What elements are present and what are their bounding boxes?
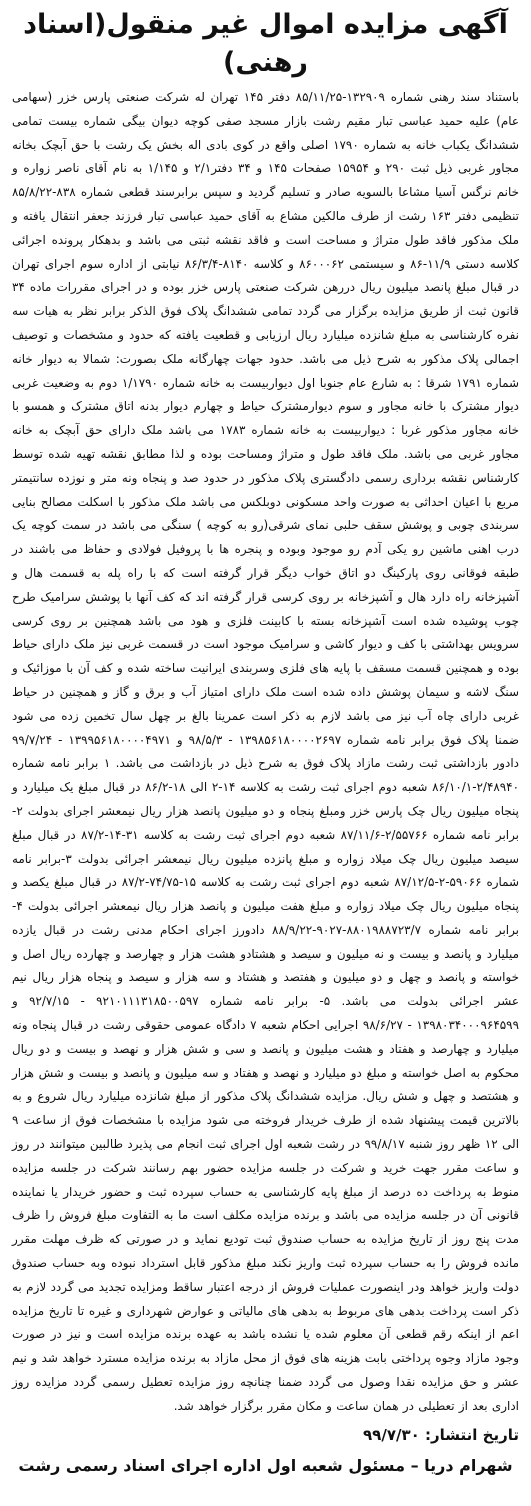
notice-signature: شهرام دریا – مسئول شعبه اول اداره اجرای اسناد رسمی رشت [18,1455,513,1475]
publication-date-label: تاریخ انتشار: [425,1425,519,1444]
publication-date-line [12,1421,519,1449]
notice-title: آگهی مزایده اموال غیر منقول(اسناد رهنی) [23,9,508,78]
notice-body: باستناد سند رهنی شماره ۱۳۲۹۰۹-۸۵/۱۱/۲۵ دفتر ۱۴۵ تهران له شرکت صنعتی پارس خزر (سهامی عام) علیه حمید عباسی تبار مقیم رشت بازار مسجد صفی کوچه دیوان بیگی شماره بیست تمامی ششدانگ یکباب خانه به شماره ۱۷۹۰ اصلی واقع در کوی بادی اله بخش یک رشت با حق آبچک بخانه مجاور غربی ذیل ثبت ۲۹۰ و ۱۵۹۵۴ صفحات ۱۴۵ و ۳۴ دفتر۲/۱ و ۱/۱۴۵ به نام آقای ناصر زواره و خانم نرگس آسیا مشاعا بالسویه صادر و تسلیم گردید و سپس برابرسند قطعی شماره ۸۳۸-۸۵/۸/۲۲ تنظیمی دفتر ۱۶۳ رشت از طرف مالکین مشاع به آقای حمید عباسی تبار فرزند جعفر انتقال یافته و ملک مذکور فاقد طول متراژ و مساحت است و فاقد نقشه ثبتی می باشد و بدهکار پرونده اجرائی کلاسه دستی ۱۱/۹-۸۶ و سیستمی ۸۶۰۰۰۶۲ و کلاسه ۸۱۴۰-۸۶/۳/۴ نیابتی از اداره سوم اجرای تهران در قبال مبلغ پانصد میلیون ریال دررهن شرکت صنعتی پارس خزر بوده و در اجرای مقررات ماده ۳۴ قانون ثبت از طریق مزایده برگزار می گردد تمامی ششدانگ پلاک فوق الذکر برابر نظر به هیات سه نفره کارشناسی به مبلغ شانزده میلیارد ریال ارزیابی و قطعیت یافته که حدود و مشخصات و توصیف اجمالی پلاک مذکور به شرح ذیل می باشد. حدود جهات چهارگانه ملک بصورت: شمالا به دیوار خانه شماره ۱۷۹۱ شرقا : به شارع عام جنوبا اول دیواربیست به خانه شماره ۱/۱۷۹۰ دوم به وضعیت غربی دیوار مشترک با خانه مجاور و سوم دیوارمشترک حیاط و چهارم دیوار بدنه اتاق مشترک و همسو با خانه مجاور مذکور غربا : دیواربیست به خانه شماره ۱۷۸۳ می باشد ملک دارای حق آبچک به خانه مجاور غربی می باشد. ملک فاقد طول و متراژ ومساحت بوده و لذا مطابق نقشه تهیه شده توسط کارشناس نقشه برداری رسمی دادگستری پلاک مذکور در حدود صد و پنجاه ونه متر و نوزده سانتیمتر مربع با اعیان احداثی به صورت واحد مسکونی دوبلکس می باشد ملک مذکور با اسکلت مصالح بنایی سربندی چوبی و پوشش سقف حلبی نمای شرقی(رو به کوچه ) سنگی می باشد در سمت کوچه یک درب اهنی ماشین رو یکی آدم رو موجود وبوده و پنجره ها با پروفیل فولادی و حفاظ می باشند در طبقه فوقانی روی پارکینگ دو اتاق خواب دیگر قرار گرفته است که با راه پله به قسمت هال و آشپزخانه راه دارد هال و آشپزخانه بر روی کرسی قرار گرفته اند که کف آنها با پوشش سرامیک طرح چوب پوشیده شده است آشپزخانه بسته با کابینت فلزی و هود می باشد همچنین بر روی کرسی سرویس بهداشتی با کف و دیوار کاشی و سرامیک موجود است در قسمت غربی نیز ملک دارای حیاط بوده و همچنین قسمت مسقف با پایه های فلزی وسربندی ایرانیت ساخته شده و کف آن با موزائیک و سنگ لاشه و سیمان پوشش داده شده است ملک دارای امتیاز آب و برق و گاز و همچنین در حیاط غربی دارای چاه آب نیز می باشد لازم به ذکر است عمرینا بالغ بر چهل سال تخمین زده می شود ضمنا پلاک فوق برابر نامه شماره ۱۳۹۸۵۶۱۸۰۰۰۰۲۶۹۷ - ۹۸/۵/۳ و ۱۳۹۹۵۶۱۸۰۰۰۰۴۹۷۱ - ۹۹/۷/۲۴ دادور بازداشتی ثبت رشت مازاد پلاک فوق به شرح ذیل در بازداشت می باشد. ۱ برابر نامه شماره ۲/۴۸۹۴۰-۸۶/۱۰/۱ شعبه دوم اجرای ثبت رشت به کلاسه ۱۴-۲ الی ۱۸-۸۶/۲ در قبال مبلغ یک میلیارد و پنجاه میلیون ریال چک پارس خزر ومبلغ پنجاه و دو میلیون پانصد هزار ریال نیمعشر اجرای بدولت ۲- برابر نامه شماره ۲/۵۵۷۶۶-۸۷/۱۱/۶ شعبه دوم اجرای ثبت رشت به کلاسه ۳۱-۱۴-۸۷/۲ در قبال مبلغ سیصد میلیون ریال چک میلاد زواره و مبلغ پانزده میلیون ریال نیمعشر اجرائی بدولت ۳-برابر نامه شماره ۵۹۰۶۶-۲-۸۷/۱۲/۵ شعبه دوم اجرای ثبت رشت به کلاسه ۱۵-۷۴/۷۵-۸۷/۲ در قبال مبلغ یکصد و پنجاه میلیون ریال چک میلاد زواره و مبلغ هفت میلیون و پانصد هزار ریال نیمعشر اجرائی بدولت ۴- برابر نامه شماره ۸۸۰۱۹۸۸۷۲۳/۷-۹۰۲۷-۸۸/۹/۲۲ دادورز اجرای احکام مدنی رشت در قبال یازده میلیارد و پانصد و بیست و نه میلیون و سیصد و هشتادو هشت هزار و چهارصد و چهارده ریال اصل و خواسته و پانصد و چهل و دو میلیون و هفتصد و هشتاد و سه هزار و سیصد و پنجاه هزار ریال نیم عشر اجرائی بدولت می باشد. ۵- برابر نامه شماره ۹۲۱۰۱۱۱۳۱۸۵۰۰۵۹۷ - ۹۲/۷/۱۵ و ۱۳۹۸۰۳۴۰۰۰۹۶۴۵۹۹ - ۹۸/۶/۲۷ اجرایی احکام شعبه ۷ دادگاه عمومی حقوقی رشت در قبال پنجاه ونه میلیارد و چهارصد و هفتاد و هشت میلیون و پانصد و سی و شش هزار و نهصد و بیست و دو ریال محکوم به اصل خواسته و مبلغ دو میلیارد و نهصد و هفتاد و سه میلیون و پانصد و بیست و شش هزار و هشتصد و چهل و شش ریال. مزایده ششدانگ پلاک مذکور از مبلغ شانزده میلیارد ریال شروع و به بالاترین قیمت پیشنهاد شده از طرف خریدار فروخته می شود مزایده با مشخصات فوق از ساعت ۹ الی ۱۲ ظهر روز شنبه ۹۹/۸/۱۷ در رشت شعبه اول اجرای ثبت انجام می پذیرد طالبین میتوانند در روز و ساعت مقرر جهت خرید و شرکت در جلسه مزایده حضور بهم رسانند شرکت در جلسه مزایده منوط به پرداخت ده درصد از مبلغ پایه کارشناسی به حساب سپرده ثبت و حضور خریدار یا نماینده قانونی آن در جلسه مزایده می باشد و برنده مزایده مکلف است ما به التفاوت مبلغ فروش را ظرف مدت پنج روز از تاریخ مزایده به حساب صندوق ثبت تودیع نماید و در صورتی که ظرف مهلت مقرر مانده فروش را به حساب سپرده ثبت واریز نکند مبلغ مذکور قابل استرداد نبوده وبه حساب صندوق دولت واریز خواهد ودر اینصورت عملیات فروش از درجه اعتبار ساقط ومزایده تجدید می گردد لازم به ذکر است پرداخت بدهی های مربوط به بدهی های مالیاتی و عوارض شهرداری و غیره تا تاریخ مزایده اعم از اینکه رقم قطعی آن معلوم شده یا نشده باشد به عهده برنده مزایده است و نیز در صورت وجود مازاد وجوه پرداختی بابت هزینه های فوق از محل مازاد به برنده مزایده مسترد خواهد شد و نیم عشر و حق مزایده نقدا وصول می گردد ضمنا چنانچه روز مزایده تعطیل رسمی گردد مزایده روز اداری بعد از تعطیلی در همان ساعت و مکان مقرر برگزار خواهد شد. [12,90,520,1413]
publication-date-value: ۹۹/۷/۳۰ [363,1425,420,1444]
